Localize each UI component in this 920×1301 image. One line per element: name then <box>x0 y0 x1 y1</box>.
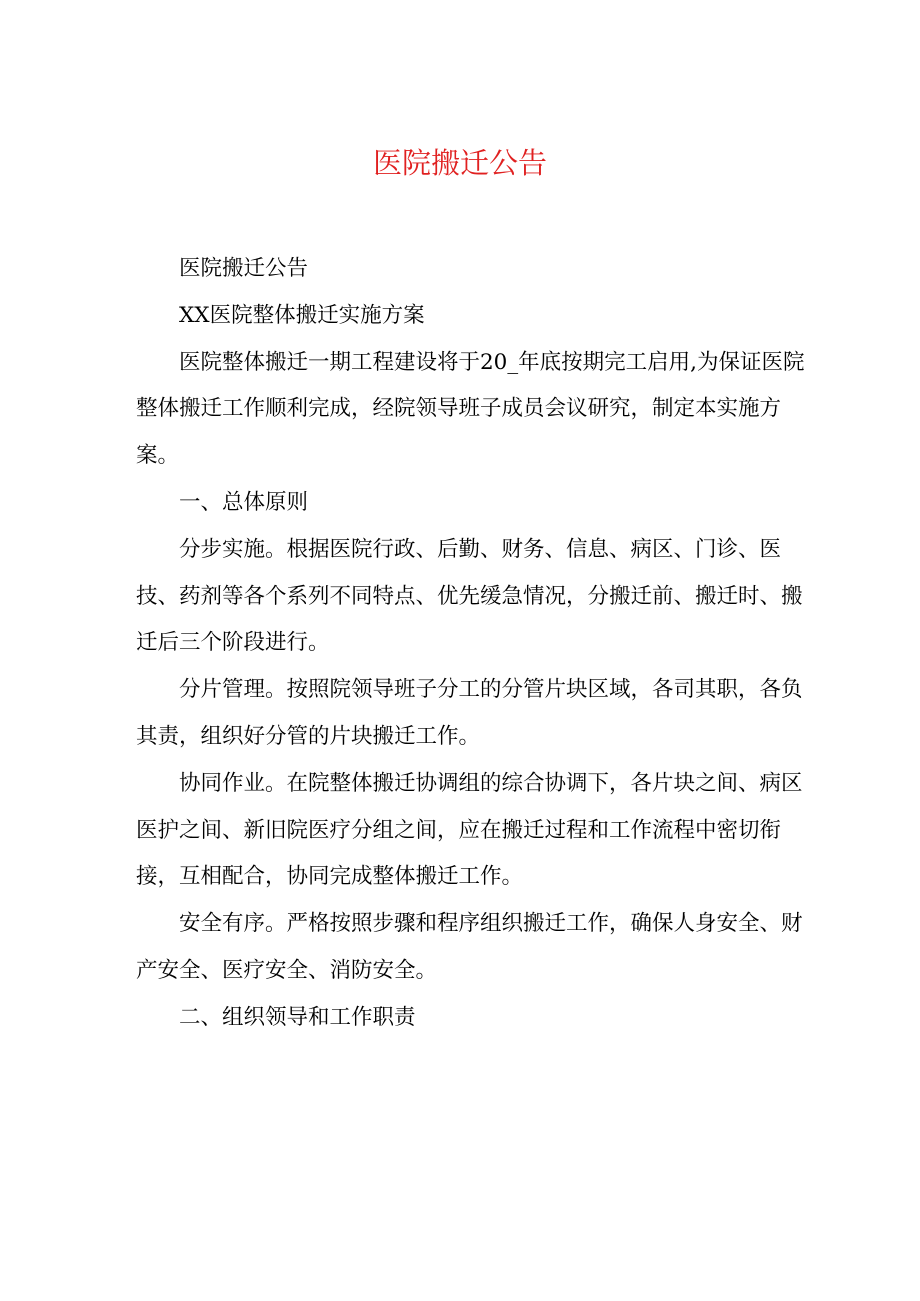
document-title: 医院搬迁公告 <box>372 146 547 180</box>
paragraph-coordinated-work: 协同作业。在院整体搬迁协调组的综合协调下，各片块之间、病区医护之间、新旧院医疗分组之间，应在搬迁过程和工作流程中密切衔接，互相配合，协同完成整体搬迁工作。 <box>136 770 803 890</box>
section-heading-organization: 二、组织领导和工作职责 <box>179 1004 416 1030</box>
document-body <box>136 246 816 1042</box>
paragraph-plan-title: XX医院整体搬迁实施方案 <box>179 302 425 328</box>
paragraph-safety-order: 安全有序。严格按照步骤和程序组织搬迁工作，确保人身安全、财产安全、医疗安全、消防安全。 <box>136 911 803 983</box>
paragraph-zone-management: 分片管理。按照院领导班子分工的分管片块区域，各司其职，各负其责，组织好分管的片块搬迁工作。 <box>136 677 803 749</box>
paragraph-phased-implementation: 分步实施。根据医院行政、后勤、财务、信息、病区、门诊、医技、药剂等各个系列不同特点、优先缓急情况，分搬迁前、搬迁时、搬迁后三个阶段进行。 <box>136 536 803 656</box>
section-heading-principles: 一、总体原则 <box>179 489 309 515</box>
paragraph-heading-notice: 医院搬迁公告 <box>179 256 309 281</box>
paragraph-intro: 医院整体搬迁一期工程建设将于20_年底按期完工启用,为保证医院整体搬迁工作顺利完成，经院领导班子成员会议研究，制定本实施方案。 <box>136 349 805 469</box>
